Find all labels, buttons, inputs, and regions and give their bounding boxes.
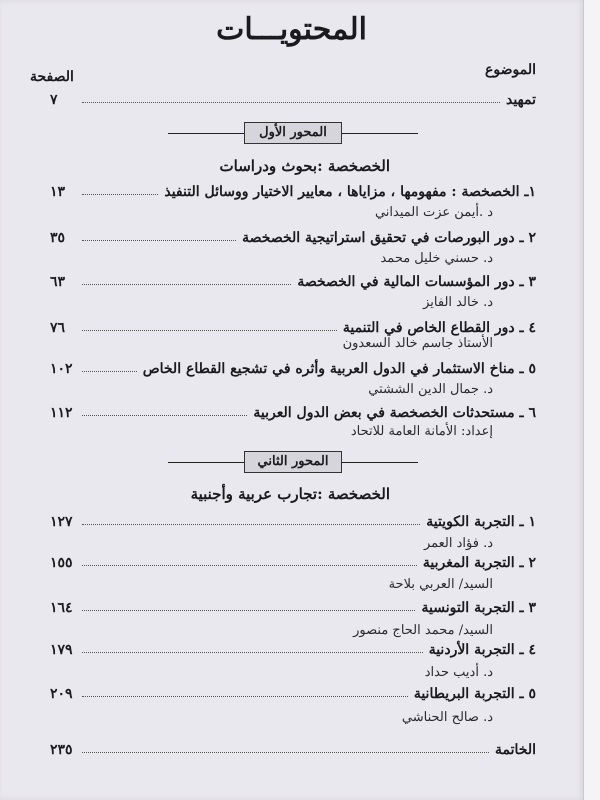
toc-entry-page: ٧٦ (50, 320, 66, 336)
toc-entry-page: ١٧٩ (50, 642, 73, 658)
part1-label: المحور الأول (244, 122, 342, 144)
toc-entry-page: ١٥٥ (50, 555, 73, 571)
toc-entry-author: السيد/ العربي بلاحة (388, 577, 493, 592)
toc-entry (50, 316, 536, 336)
toc-entry (50, 180, 536, 200)
dot-leader (82, 565, 417, 566)
dot-leader (82, 240, 236, 241)
part1-subtitle: الخصخصة :بحوث ودراسات (219, 157, 390, 175)
toc-entry (50, 401, 536, 421)
toc-entry (50, 226, 536, 246)
dot-leader (82, 610, 415, 611)
toc-entry (50, 682, 536, 702)
page-edge (583, 0, 600, 800)
toc-entry-conclusion (50, 738, 536, 758)
toc-entry-page: ١١٢ (50, 405, 73, 421)
toc-entry-title: ١ـ الخصخصة : مفهومها ، مزاياها ، معايير الاختيار ووسائل التنفيذ (164, 184, 536, 200)
toc-entry (50, 638, 536, 658)
page-column-header: الصفحة (30, 69, 74, 85)
toc-entry-page: ١٠٢ (50, 361, 73, 377)
toc-entry-page: ١٢٧ (50, 514, 73, 530)
toc-entry-title: ٣ ـ التجربة التونسية (421, 600, 536, 616)
toc-entry-author: السيد/ محمد الحاج منصور (353, 623, 493, 638)
toc-entry-author: د. صالح الحناشي (401, 710, 493, 725)
part1-divider (168, 122, 418, 146)
toc-entry-author: إعداد: الأمانة العامة للاتحاد (350, 424, 493, 439)
toc-entry-title: الخاتمة (495, 742, 536, 758)
toc-entry (50, 596, 536, 616)
dot-leader (82, 102, 500, 103)
toc-entry-page: ٦٣ (50, 274, 66, 290)
part2-subtitle: الخصخصة :تجارب عربية وأجنبية (190, 485, 390, 503)
toc-entry-title: تمهيد (505, 92, 536, 108)
toc-entry-title: ٤ ـ التجربة الأردنية (428, 642, 536, 658)
part2-label: المحور الثاني (244, 451, 342, 473)
toc-entry-page: ٣٥ (50, 230, 66, 246)
toc-entry (50, 551, 536, 571)
dot-leader (82, 284, 291, 285)
toc-entry-author: الأستاذ جاسم خالد السعدون (342, 336, 493, 351)
toc-entry-title: ١ ـ التجربة الكويتية (426, 514, 536, 530)
toc-entry-author: د. فؤاد العمر (423, 536, 493, 551)
toc-entry-author: د. حسني خليل محمد (380, 251, 493, 266)
dot-leader (82, 194, 158, 195)
dot-leader (82, 652, 423, 653)
toc-entry (50, 510, 536, 530)
part2-divider (168, 451, 418, 475)
dot-leader (82, 696, 408, 697)
toc-entry-author: د. أديب حداد (424, 665, 493, 680)
toc-entry-page: ١٣ (50, 184, 66, 200)
toc-entry (50, 357, 536, 377)
dot-leader (82, 752, 489, 753)
toc-entry-page: ٢٣٥ (50, 742, 73, 758)
dot-leader (82, 330, 337, 331)
toc-entry-title: ٥ ـ التجربة البريطانية (413, 686, 536, 702)
dot-leader (82, 415, 247, 416)
toc-entry-page: ٢٠٩ (50, 686, 73, 702)
page-title: المحتويـــات (216, 12, 367, 47)
toc-entry (50, 270, 536, 290)
toc-entry-title: ٢ ـ دور البورصات في تحقيق استراتيجية الخصخصة (242, 230, 536, 246)
toc-entry-title: ٥ ـ مناخ الاستثمار في الدول العربية وأثره في تشجيع القطاع الخاص (142, 361, 536, 377)
topic-column-header: الموضوع (485, 62, 536, 78)
toc-entry-author: د. جمال الدين الششتي (368, 382, 493, 397)
toc-entry-title: ٦ ـ مستحدثات الخصخصة في بعض الدول العربية (253, 405, 536, 421)
toc-entry-title: ٤ ـ دور القطاع الخاص في التنمية (342, 320, 536, 336)
dot-leader (82, 371, 137, 372)
toc-entry-author: د. خالد الفايز (423, 295, 493, 310)
toc-entry-page: ٧ (50, 92, 58, 108)
toc-entry-author: د .أيمن عزت الميداني (374, 205, 493, 220)
toc-entry-title: ٣ ـ دور المؤسسات المالية في الخصخصة (297, 274, 536, 290)
toc-entry-page: ١٦٤ (50, 600, 73, 616)
toc-entry-title: ٢ ـ التجربة المغربية (422, 555, 536, 571)
dot-leader (82, 524, 420, 525)
toc-entry-intro (50, 88, 536, 108)
